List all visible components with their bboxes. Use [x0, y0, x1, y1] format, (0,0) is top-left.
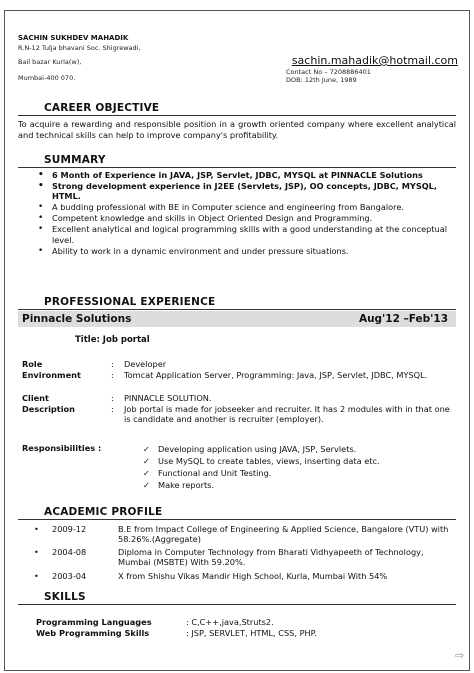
field-label-description: Description — [22, 404, 75, 414]
bullet-icon: • — [34, 571, 39, 581]
responsibility-item: ✓ Developing application using JAVA, JSP, Servlets. — [143, 444, 357, 454]
field-label-environment: Environment — [22, 370, 81, 380]
academic-description: Diploma in Computer Technology from Bharati Vidhyapeeth of Technology, Mumbai (MSBTE) With 59.20%. — [118, 547, 424, 568]
employment-dates: Aug'12 –Feb'13 — [358, 313, 448, 325]
bullet-icon: • — [34, 524, 39, 534]
summary-item: • Strong development experience in J2EE (Servlets, JSP), OO concepts, JDBC, MYSQL, HTML. — [38, 181, 458, 202]
responsibility-item: ✓ Functional and Unit Testing. — [143, 468, 272, 478]
field-value-description: Job portal is made for jobseeker and recruiter. It has 2 modules with in that one is candidate and another is recruiter (employer). — [124, 404, 450, 425]
skill-label: Programming Languages — [36, 617, 152, 627]
next-page-arrow-icon[interactable]: ⇨ — [455, 649, 465, 662]
bullet-icon: • — [34, 547, 39, 557]
company-name: Pinnacle Solutions — [22, 313, 132, 325]
skill-value: : JSP, SERVLET, HTML, CSS, PHP. — [186, 628, 317, 638]
address-line-1: R.N-12 Tulja bhavani Soc. Shigrewadi, — [18, 44, 141, 52]
field-colon: : — [111, 393, 114, 403]
field-value-client: PINNACLE SOLUTION. — [124, 393, 212, 403]
candidate-name: SACHIN SUKHDEV MAHADIK — [18, 34, 129, 42]
summary-item: • Ability to work in a dynamic environment and under pressure situations. — [38, 246, 458, 256]
skill-value: : C,C++,java,Struts2. — [186, 617, 274, 627]
academic-year: 2003-04 — [52, 571, 87, 581]
address-line-3: Mumbai-400 070. — [18, 74, 76, 82]
responsibility-item: ✓ Make reports. — [143, 480, 215, 490]
academic-description: X from Shishu Vikas Mandir High School, Kurla, Mumbai With 54% — [118, 571, 388, 581]
section-heading-career-objective: CAREER OBJECTIVE — [18, 102, 456, 116]
section-heading-skills: SKILLS — [18, 591, 456, 605]
field-value-role: Developer — [124, 359, 167, 369]
skill-label: Web Programming Skills — [36, 628, 150, 638]
checkmark-icon: ✓ — [143, 444, 150, 454]
academic-year: 2004-08 — [52, 547, 87, 557]
section-heading-summary: SUMMARY — [18, 154, 456, 168]
summary-item: • Excellent analytical and logical programming skills with a good understanding at the conceptual level. — [38, 224, 458, 245]
address-line-2: Bail bazar Kurla(w), — [18, 58, 82, 66]
email-link[interactable]: sachin.mahadik@hotmail.com — [291, 54, 458, 67]
field-label-role: Role — [22, 359, 43, 369]
section-heading-academic-profile: ACADEMIC PROFILE — [18, 506, 456, 520]
field-colon: : — [111, 370, 114, 380]
responsibility-item: ✓ Use MySQL to create tables, views, inserting data etc. — [143, 456, 380, 466]
summary-list — [38, 170, 458, 257]
academic-year: 2009-12 — [52, 524, 87, 534]
summary-item: • A budding professional with BE in Computer science and engineering from Bangalore. — [38, 202, 458, 212]
field-value-environment: Tomcat Application Server, Programming: Java, JSP, Servlet, JDBC, MYSQL. — [124, 370, 428, 380]
responsibilities-label: Responsibilities : — [22, 443, 102, 453]
field-colon: : — [111, 404, 114, 414]
summary-item: • Competent knowledge and skills in Object Oriented Design and Programming. — [38, 213, 458, 223]
academic-description: B.E from Impact College of Engineering & Applied Science, Bangalore (VTU) with 58.26%.(Aggregate) — [118, 524, 449, 545]
checkmark-icon: ✓ — [143, 480, 150, 490]
section-heading-professional-experience: PROFESSIONAL EXPERIENCE — [18, 296, 456, 310]
checkmark-icon: ✓ — [143, 468, 150, 478]
field-label-client: Client — [22, 393, 49, 403]
career-objective-text: To acquire a rewarding and responsible position in a growth oriented company where excellent analytical and technical skills can help to improve company's profitability. — [18, 119, 456, 140]
summary-item: • 6 Month of Experience in JAVA, JSP, Servlet, JDBC, MYSQL at PINNACLE Solutions — [38, 170, 458, 180]
checkmark-icon: ✓ — [143, 456, 150, 466]
contact-number: Contact No – 7208886401 — [286, 68, 371, 76]
project-title: Title: Job portal — [75, 335, 150, 345]
date-of-birth: DOB: 12th June, 1989 — [286, 76, 357, 84]
field-colon: : — [111, 359, 114, 369]
responsibilities-list — [143, 443, 380, 491]
